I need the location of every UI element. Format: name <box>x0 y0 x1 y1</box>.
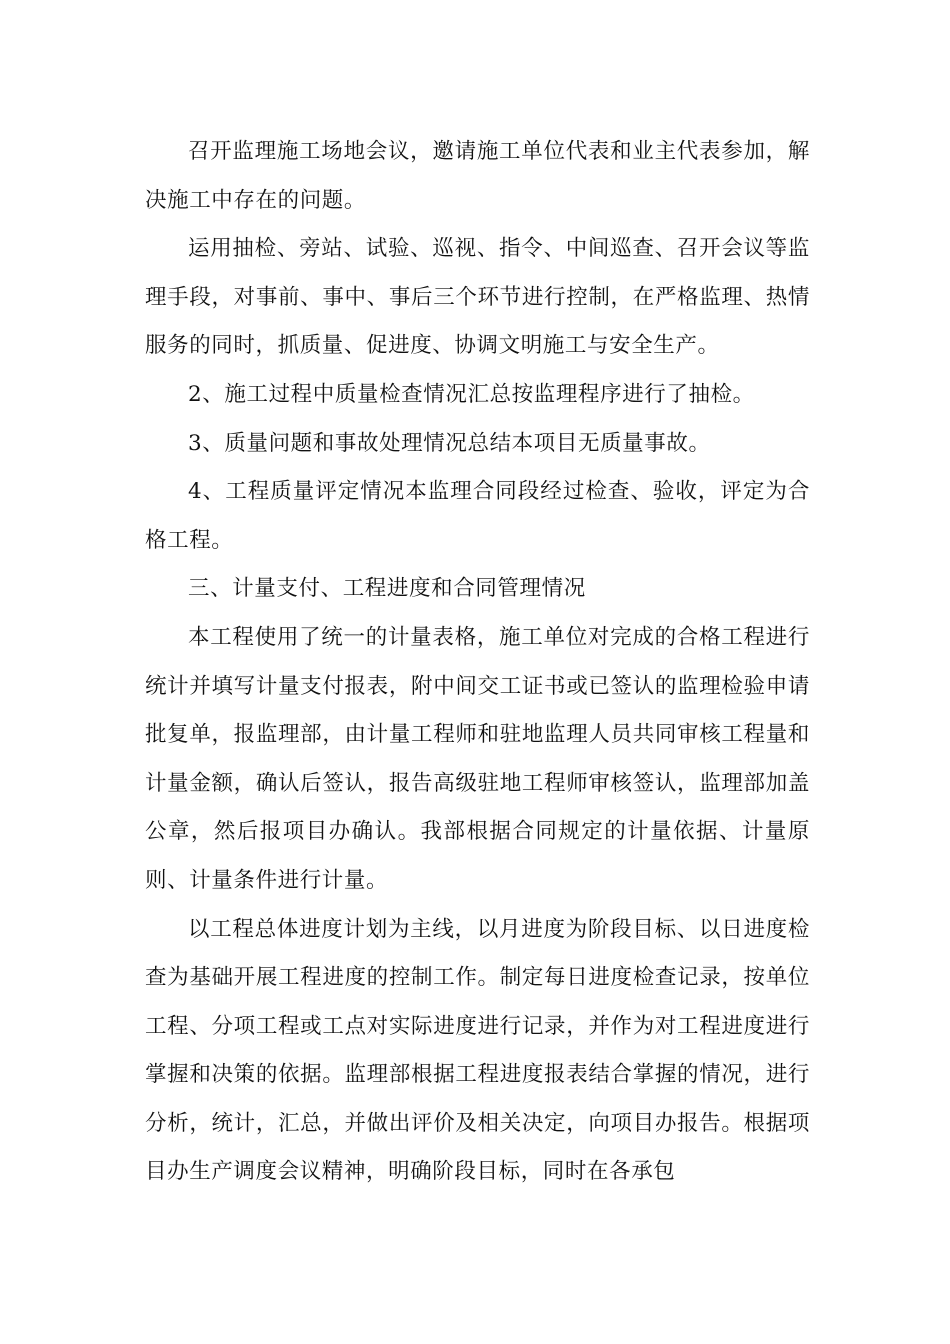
paragraph-site-meeting: 召开监理施工场地会议，邀请施工单位代表和业主代表参加，解决施工中存在的问题。 <box>145 139 810 213</box>
paragraph-supervision-methods: 运用抽检、旁站、试验、巡视、指令、中间巡查、召开会议等监理手段，对事前、事中、事后三个环节进行控制，在严格监理、热情服务的同时，抓质量、促进度、协调文明施工与安全生产。 <box>145 236 810 359</box>
paragraph-progress-control: 以工程总体进度计划为主线，以月进度为阶段目标、以日进度检查为基础开展工程进度的控制工作。制定每日进度检查记录，按单位工程、分项工程或工点对实际进度进行记录，并作为对工程进度进行掌握和决策的依据。监理部根据工程进度报表结合掌握的情况，进行分析，统计，汇总，并做出评价及相关决定，向项目办报告。根据项目办生产调度会议精神，明确阶段目标，同时在各承包 <box>145 916 810 1185</box>
paragraph-measurement-payment: 本工程使用了统一的计量表格，施工单位对完成的合格工程进行统计并填写计量支付报表，附中间交工证书或已签认的监理检验申请批复单，报监理部，由计量工程师和驻地监理人员共同审核工程量和计量金额，确认后签认，报告高级驻地工程师审核签认，监理部加盖公章，然后报项目办确认。我部根据合同规定的计量依据、计量原则、计量条件进行计量。 <box>145 624 810 893</box>
paragraph-quality-accidents: 3、质量问题和事故处理情况总结本项目无质量事故。 <box>188 430 711 456</box>
document-body <box>145 128 810 1197</box>
section-heading-measurement: 三、计量支付、工程进度和合同管理情况 <box>188 576 586 602</box>
paragraph-quality-inspection: 2、施工过程中质量检查情况汇总按监理程序进行了抽检。 <box>188 381 755 407</box>
paragraph-quality-evaluation: 4、工程质量评定情况本监理合同段经过检查、验收，评定为合格工程。 <box>145 479 810 553</box>
